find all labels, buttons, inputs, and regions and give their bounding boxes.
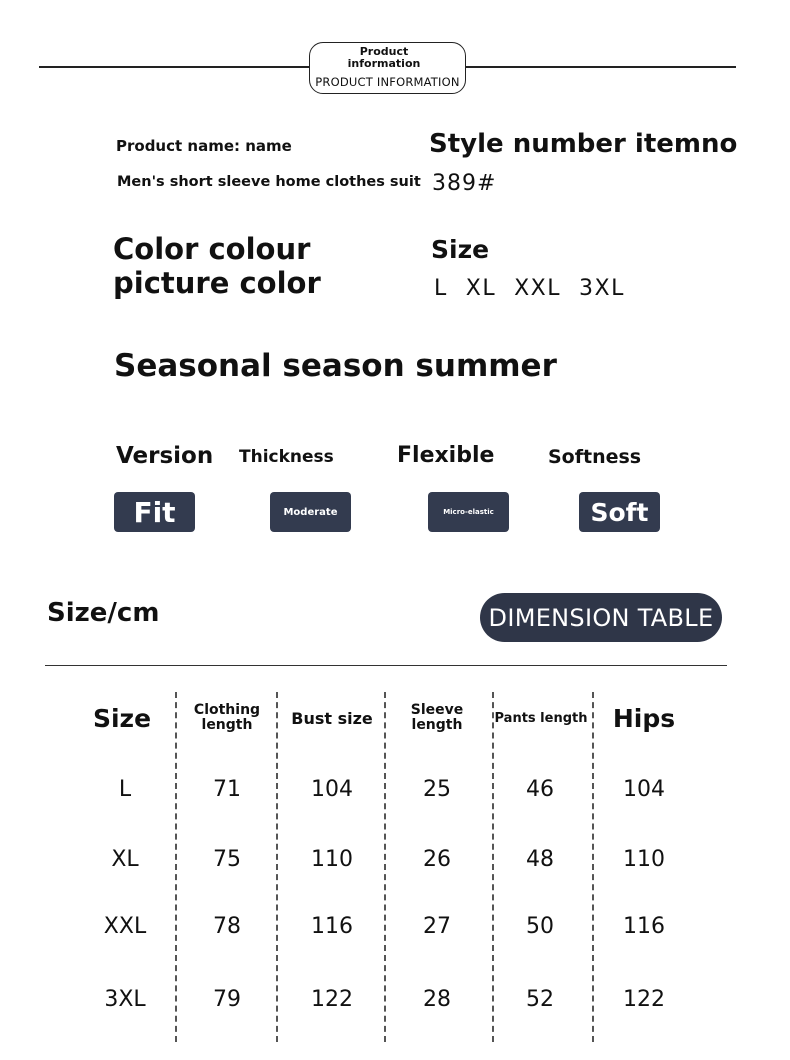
table-cell: 79 xyxy=(213,987,241,1012)
col-header-pants-length: Pants length xyxy=(494,711,588,726)
table-cell: L xyxy=(118,777,132,802)
attr-badge-soft: Soft xyxy=(579,492,660,532)
table-cell: XL xyxy=(111,847,139,872)
attr-badge-fit: Fit xyxy=(114,492,195,532)
table-cell: 27 xyxy=(423,914,451,939)
attr-badge-micro-elastic: Micro-elastic xyxy=(428,492,509,532)
dimension-table-button: DIMENSION TABLE xyxy=(480,593,722,642)
table-cell: XXL xyxy=(103,914,147,939)
attr-label-softness: Softness xyxy=(548,446,642,468)
attr-label-flexible: Flexible xyxy=(397,443,495,468)
attr-label-version: Version xyxy=(116,443,214,469)
table-cell: 122 xyxy=(623,987,665,1012)
table-cell: 26 xyxy=(423,847,451,872)
table-cell: 104 xyxy=(311,777,353,802)
col-header-size: Size xyxy=(92,704,152,733)
table-cell: 116 xyxy=(311,914,353,939)
col-header-bust-size: Bust size xyxy=(291,709,373,728)
column-separator xyxy=(384,692,386,1042)
style-number-label: Style number itemno xyxy=(429,129,738,159)
table-cell: 104 xyxy=(623,777,665,802)
header-pill xyxy=(309,42,466,94)
col-header-hips: Hips xyxy=(612,704,676,733)
table-cell: 78 xyxy=(213,914,241,939)
table-cell: 110 xyxy=(311,847,353,872)
table-cell: 71 xyxy=(213,777,241,802)
table-cell: 46 xyxy=(526,777,554,802)
table-cell: 116 xyxy=(623,914,665,939)
size-option: XL xyxy=(465,276,497,301)
color-label-line1: Color colour xyxy=(113,232,311,266)
table-cell: 122 xyxy=(311,987,353,1012)
product-name-label: Product name: name xyxy=(116,137,292,155)
attr-badge-moderate: Moderate xyxy=(270,492,351,532)
table-cell: 75 xyxy=(213,847,241,872)
size-label: Size xyxy=(431,235,490,264)
header-divider-left xyxy=(39,66,311,68)
header-title-small: Product information xyxy=(347,45,421,70)
size-option: 3XL xyxy=(579,276,625,301)
table-cell: 28 xyxy=(423,987,451,1012)
season-label: Seasonal season summer xyxy=(114,348,557,384)
product-name-value: Men's short sleeve home clothes suit xyxy=(117,174,421,190)
style-number-value: 389# xyxy=(432,171,497,196)
col-header-sleeve-length: Sleeve length xyxy=(410,702,464,733)
attr-label-thickness: Thickness xyxy=(239,447,334,467)
col-header-clothing-length: Clothing length xyxy=(193,702,261,733)
table-cell: 3XL xyxy=(104,987,146,1012)
size-option: L xyxy=(434,276,448,301)
size-unit-label: Size/cm xyxy=(47,598,160,628)
table-cell: 48 xyxy=(526,847,554,872)
table-cell: 50 xyxy=(526,914,554,939)
header-title-main: PRODUCT INFORMATION xyxy=(315,75,460,89)
color-label-line2: picture color xyxy=(113,266,321,300)
header-divider-right xyxy=(464,66,736,68)
table-cell: 25 xyxy=(423,777,451,802)
size-option: XXL xyxy=(514,276,561,301)
table-divider xyxy=(45,665,727,666)
table-cell: 52 xyxy=(526,987,554,1012)
table-cell: 110 xyxy=(623,847,665,872)
size-options xyxy=(434,276,625,301)
